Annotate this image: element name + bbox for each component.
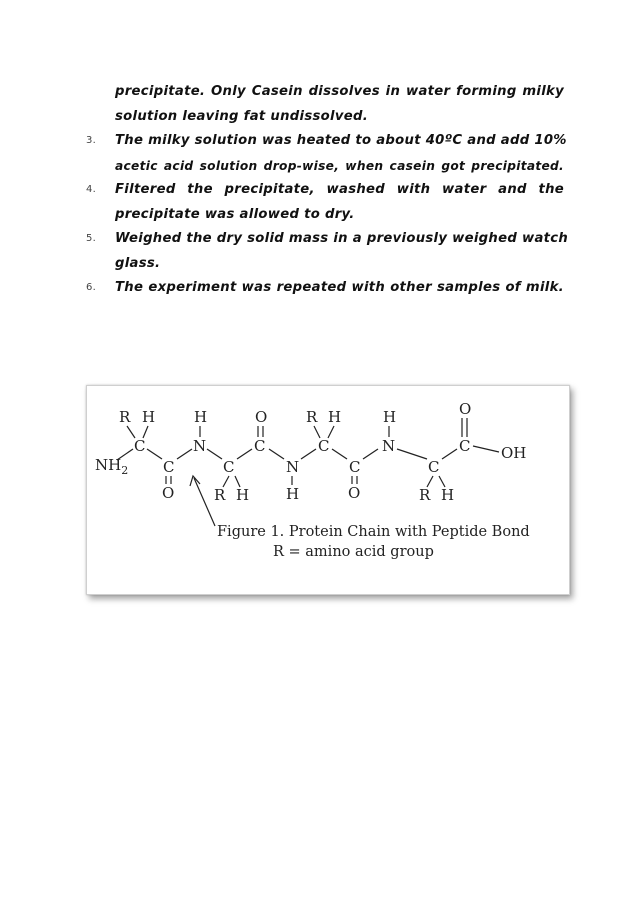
atom-n: N	[382, 437, 396, 455]
atom-c: C	[349, 458, 361, 476]
atom-h: H	[383, 408, 397, 426]
step-text: acetic acid solution drop-wise, when casein got precipitated.	[115, 158, 564, 173]
step-number: 3.	[86, 135, 97, 146]
step-number: 6.	[86, 282, 97, 293]
step-number: 5.	[86, 233, 97, 244]
step-line	[86, 154, 564, 179]
atom-c: C	[254, 437, 266, 455]
atom-c: C	[428, 458, 440, 476]
protein-chain-figure	[86, 385, 570, 595]
bond	[442, 449, 457, 459]
bond	[177, 449, 192, 459]
bond	[147, 449, 162, 459]
atom-c: C	[318, 437, 330, 455]
step-line	[86, 105, 564, 130]
step-line	[86, 129, 567, 154]
step-line	[86, 227, 569, 252]
bond	[237, 449, 252, 459]
atom-r: R	[214, 486, 226, 504]
atom-c: C	[134, 437, 146, 455]
atom-c: C	[163, 458, 175, 476]
atom-h: H	[328, 408, 342, 426]
atom-c: C	[223, 458, 235, 476]
step-text: solution leaving fat undissolved.	[115, 108, 369, 124]
atom-c: C	[459, 437, 471, 455]
atom-h: H	[441, 486, 455, 504]
bond	[207, 449, 222, 459]
figure-caption-title: Figure 1. Protein Chain with Peptide Bond	[217, 524, 530, 540]
atom-n: N	[193, 437, 207, 455]
step-line	[86, 178, 564, 203]
peptide-structure-diagram	[87, 386, 569, 594]
bond	[363, 449, 378, 459]
bond	[397, 449, 427, 459]
step-line	[86, 80, 564, 105]
bond	[117, 449, 133, 460]
atom-h: H	[236, 486, 250, 504]
atom-r: R	[119, 408, 131, 426]
step-text: The milky solution was heated to about 40ºC and add 10%	[115, 133, 567, 148]
bond	[473, 446, 499, 452]
atom-oh: OH	[501, 444, 527, 462]
step-text: precipitate was allowed to dry.	[115, 206, 355, 222]
step-line	[86, 276, 564, 301]
bond	[269, 449, 284, 459]
step-line	[86, 203, 564, 228]
step-text: The experiment was repeated with other samples of milk.	[115, 280, 564, 295]
atom-h: H	[194, 408, 208, 426]
step-text: glass.	[115, 255, 161, 271]
atom-h: H	[286, 485, 300, 503]
bond	[332, 449, 347, 459]
atom-n: N	[286, 458, 300, 476]
figure-caption-legend: R = amino acid group	[273, 544, 434, 560]
step-number: 4.	[86, 184, 97, 195]
step-text: precipitate. Only Casein dissolves in water forming milky	[115, 84, 564, 99]
atom-o: O	[255, 408, 268, 426]
nh2-subscript: 2	[121, 464, 129, 477]
procedure-steps	[86, 80, 569, 301]
atom-nh2	[95, 456, 128, 477]
step-text: Filtered the precipitate, washed with water and the	[115, 182, 564, 197]
arrow-shaft	[194, 478, 215, 526]
atom-h: H	[142, 408, 156, 426]
atom-r: R	[306, 408, 318, 426]
step-text: Weighed the dry solid mass in a previously weighed watch	[115, 231, 569, 246]
step-line	[86, 252, 564, 277]
atom-o: O	[459, 400, 472, 418]
atom-r: R	[419, 486, 431, 504]
bond	[301, 449, 316, 459]
nh2-main: NH	[95, 456, 122, 474]
atom-o: O	[348, 484, 361, 502]
atom-o: O	[162, 484, 175, 502]
